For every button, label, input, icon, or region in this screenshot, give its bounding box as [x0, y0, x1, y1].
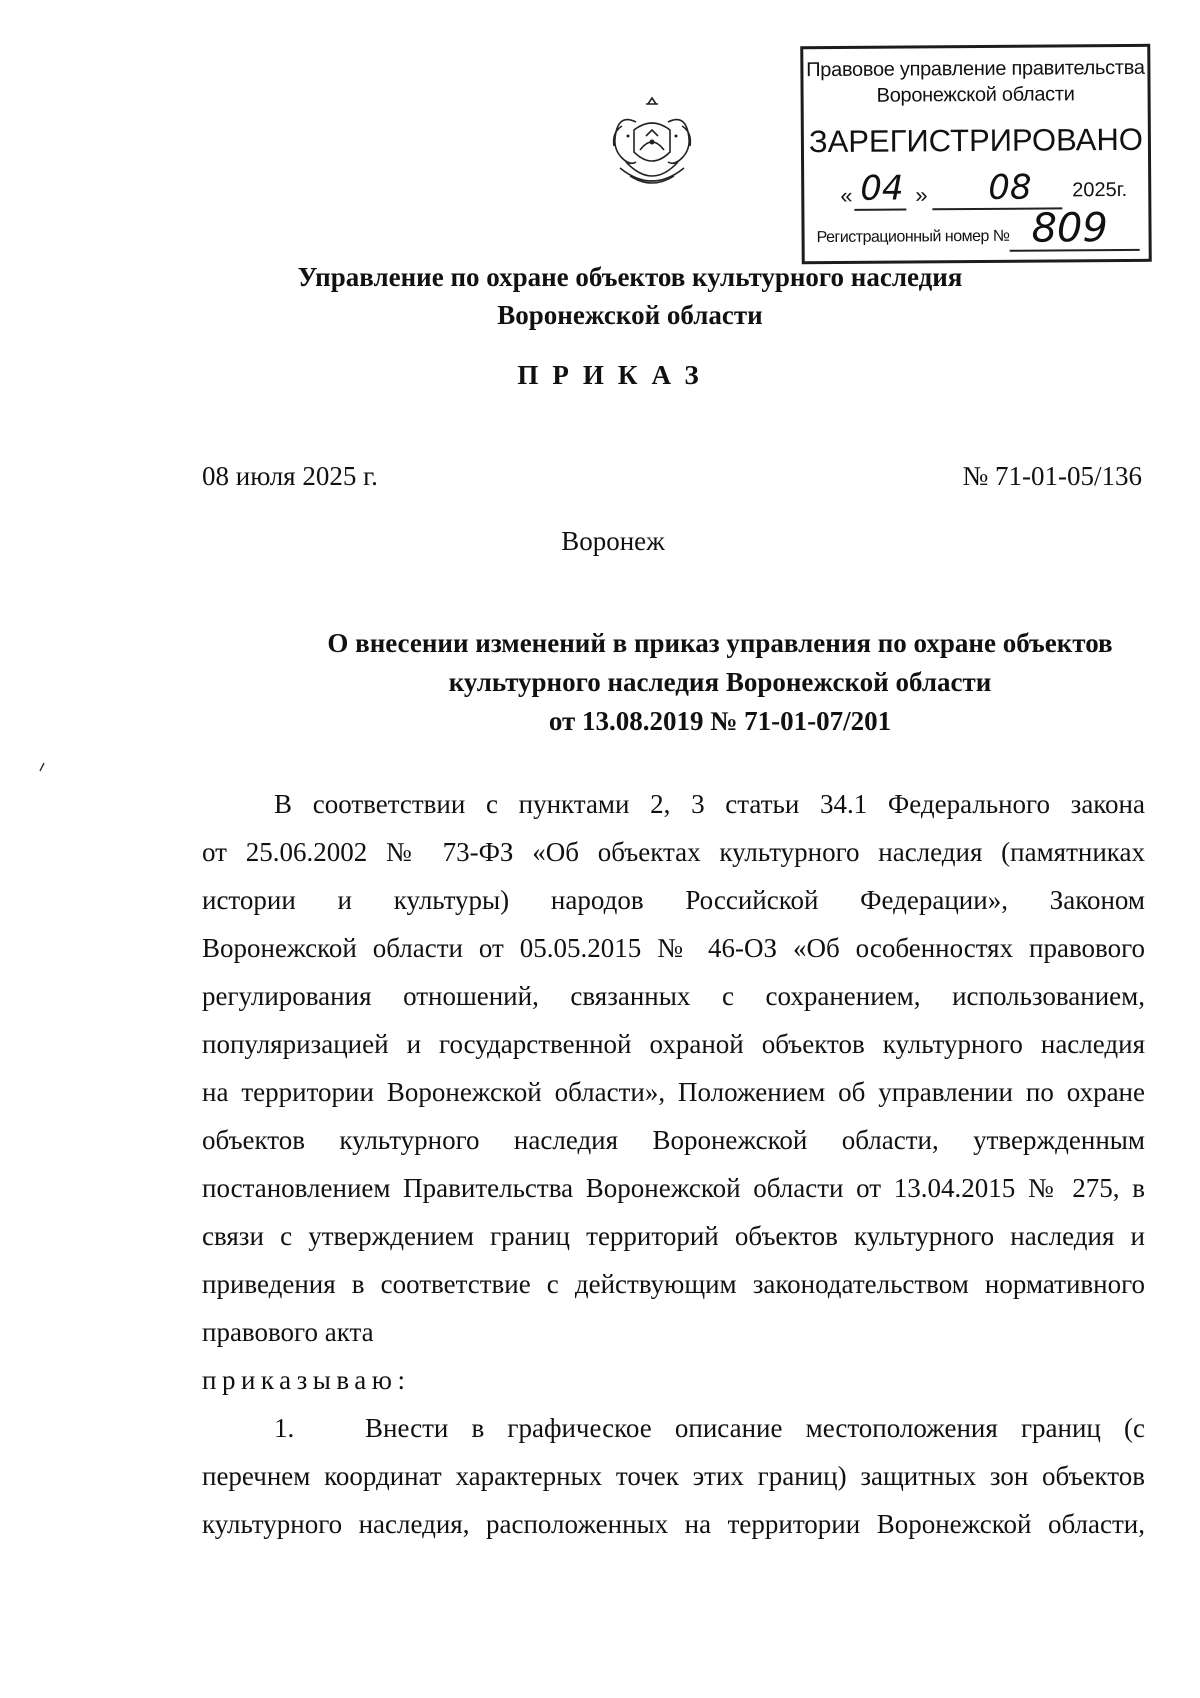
stamp-reg-number: 809	[1031, 205, 1109, 252]
body-line: правового акта	[202, 1317, 374, 1347]
body-line: Воронежской области от 05.05.2015 № 46-ОЗ «Об особенностях правового	[202, 933, 1145, 963]
subject-line3: от 13.08.2019 № 71-01-07/201	[548, 706, 892, 736]
stamp-authority-line1: Правовое управление правительства	[806, 56, 1145, 82]
item-1-line3: культурного наследия, расположенных на территории Воронежской области,	[202, 1509, 1145, 1539]
item-1-number: 1.	[274, 1413, 295, 1443]
coat-of-arms-icon	[598, 92, 706, 192]
stamp-registered-label: ЗАРЕГИСТРИРОВАНО	[808, 121, 1144, 160]
stamp-reg-label: Регистрационный номер №	[816, 227, 1010, 247]
document-number: № 71-01-05/136	[962, 461, 1142, 491]
stamp-quote-close: »	[915, 182, 928, 208]
body-line: на территории Воронежской области», Положением об управлении по охране	[202, 1077, 1145, 1107]
organization-name-line2: Воронежской области	[497, 300, 763, 330]
document-city: Воронеж	[561, 526, 665, 556]
stamp-day-underline	[854, 208, 906, 210]
order-word: приказываю:	[202, 1365, 411, 1395]
body-line: объектов культурного наследия Воронежской области, утвержденным	[202, 1125, 1145, 1155]
item-1-text-start: Внести в графическое описание местоположения границ (с	[365, 1413, 1145, 1443]
document-subject	[290, 624, 1150, 741]
body-line: популяризацией и государственной охраной объектов культурного наследия	[202, 1029, 1145, 1059]
subject-line2: культурного наследия Воронежской области	[448, 667, 992, 697]
document-body	[202, 780, 1145, 1548]
registration-stamp	[800, 44, 1152, 264]
body-line: истории и культуры) народов Российской Федерации», Законом	[202, 885, 1145, 915]
stamp-month: 08	[988, 167, 1032, 208]
stamp-day: 04	[860, 168, 904, 209]
stamp-quote-open: «	[840, 182, 853, 208]
body-line: связи с утверждением границ территорий объектов культурного наследия и	[202, 1221, 1145, 1251]
body-line: приведения в соответствие с действующим законодательством нормативного	[202, 1269, 1145, 1299]
organization-name-line1: Управление по охране объектов культурного наследия	[297, 262, 963, 292]
body-line: В соответствии с пунктами 2, 3 статьи 34.1 Федерального закона	[274, 789, 1145, 819]
document-date: 08 июля 2025 г.	[202, 461, 378, 491]
body-line: от 25.06.2002 № 73-ФЗ «Об объектах культурного наследия (памятниках	[202, 837, 1145, 867]
body-line: регулирования отношений, связанных с сохранением, использованием,	[202, 981, 1145, 1011]
document-type-heading: ПРИКАЗ	[517, 360, 713, 390]
stamp-reg-underline	[1010, 249, 1140, 252]
stamp-authority-line2: Воронежской области	[876, 83, 1075, 107]
margin-mark	[38, 762, 46, 772]
item-1-line1	[202, 1404, 1145, 1452]
body-line: постановлением Правительства Воронежской области от 13.04.2015 № 275, в	[202, 1173, 1145, 1203]
subject-line1: О внесении изменений в приказ управления по охране объектов	[327, 628, 1113, 658]
item-1-line2: перечнем координат характерных точек этих границ) защитных зон объектов	[202, 1461, 1145, 1491]
stamp-year: 2025г.	[1072, 178, 1128, 202]
